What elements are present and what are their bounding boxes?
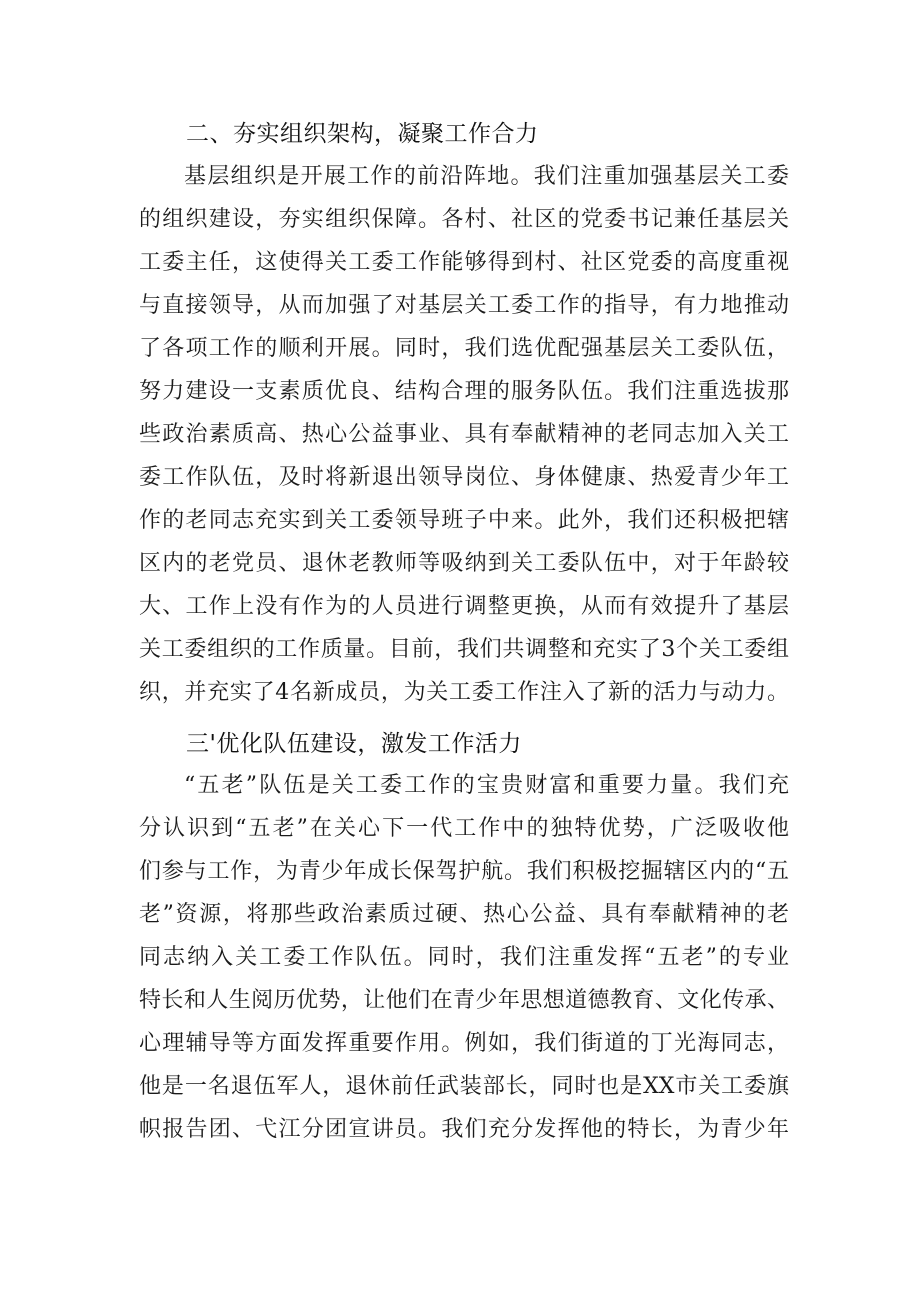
paragraph-line: 工委主任，这使得关工委工作能够得到村、社区党委的高度重视 [139, 250, 789, 275]
paragraph-line: 努力建设一支素质优良、结构合理的服务队伍。我们注重选拔那 [139, 379, 789, 404]
paragraph-line: 些政治素质高、热心公益事业、具有奉献精神的老同志加入关工 [139, 422, 789, 447]
paragraph-line: 心理辅导等方面发挥重要作用。例如，我们街道的丁光海同志， [139, 1031, 789, 1056]
paragraph-line: 区内的老党员、退休老教师等吸纳到关工委队伍中，对于年龄较 [139, 551, 789, 576]
paragraph-line: 基层组织是开展工作的前沿阵地。我们注重加强基层关工委 [184, 164, 789, 189]
paragraph-line: 作的老同志充实到关工委领导班子中来。此外，我们还积极把辖 [139, 508, 789, 533]
paragraph-line: 的组织建设，夯实组织保障。各村、社区的党委书记兼任基层关 [139, 207, 789, 232]
paragraph-line: “五老”队伍是关工委工作的宝贵财富和重要力量。我们充 [184, 773, 789, 798]
paragraph-line: 与直接领导，从而加强了对基层关工委工作的指导，有力地推动 [139, 293, 789, 318]
paragraph-line: 帜报告团、弋江分团宣讲员。我们充分发挥他的特长，为青少年 [139, 1117, 789, 1142]
paragraph-line: 委工作队伍，及时将新退出领导岗位、身体健康、热爱青少年工 [139, 465, 789, 490]
paragraph-line: 织，并充实了4名新成员，为关工委工作注入了新的活力与动力。 [139, 680, 789, 705]
paragraph-line: 老”资源，将那些政治素质过硬、热心公益、具有奉献精神的老 [139, 902, 789, 927]
paragraph-line: 们参与工作，为青少年成长保驾护航。我们积极挖掘辖区内的“五 [139, 859, 789, 884]
paragraph-line: 分认识到“五老”在关心下一代工作中的独特优势，广泛吸收他 [139, 816, 789, 841]
paragraph-line: 大、工作上没有作为的人员进行调整更换，从而有效提升了基层 [139, 594, 789, 619]
paragraph-line: 同志纳入关工委工作队伍。同时，我们注重发挥“五老”的专业 [139, 945, 789, 970]
section-heading-3: 三'优化队伍建设，激发工作活力 [186, 731, 522, 757]
section-heading-2: 二、夯实组织架构，凝聚工作合力 [186, 121, 539, 147]
paragraph-line: 他是一名退伍军人，退休前任武装部长，同时也是XX市关工委旗 [139, 1074, 789, 1099]
paragraph-line: 关工委组织的工作质量。目前，我们共调整和充实了3个关工委组 [139, 637, 789, 662]
paragraph-line: 特长和人生阅历优势，让他们在青少年思想道德教育、文化传承、 [139, 988, 789, 1013]
paragraph-line: 了各项工作的顺利开展。同时，我们选优配强基层关工委队伍， [139, 336, 789, 361]
